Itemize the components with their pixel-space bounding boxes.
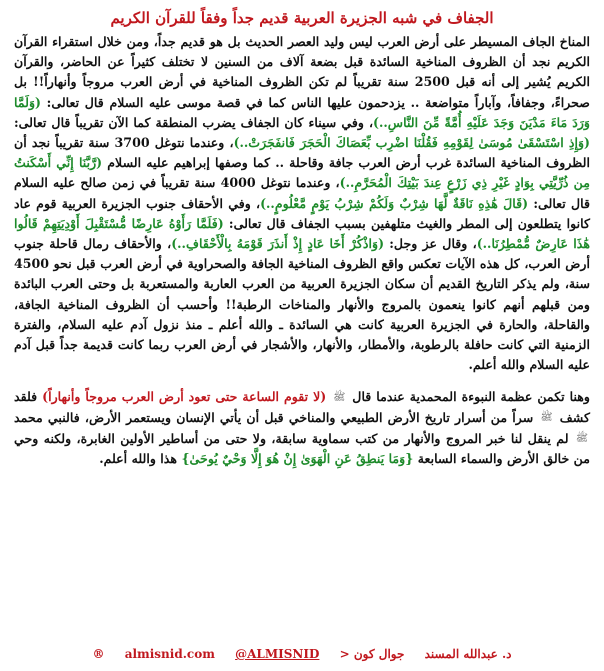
quran-verse-7: {وَمَا يَنطِقُ عَنِ الْهَوَىٰ إِنْ هُوَ إِلَّا وَحْيٌ يُوحَىٰ} [181, 451, 414, 467]
p2-text-d: لم ينقل لنا خبر المروج والأنهار من كتب سماوية سابقة، ولا حتى من أساطير الأولين الغابرة، ولكنه وحي من خالق الأرض والسماء السابعة [14, 430, 590, 467]
quran-verse-2: (وَإِذِ اسْتَسْقَىٰ مُوسَىٰ لِقَوْمِهِ فَقُلْنَا اضْرِب بِّعَصَاكَ الْحَجَرَ فَانفَجَرَتْ..) [233, 135, 590, 151]
quran-verse-3: (رَّبَّنَا إِنِّي أَسْكَنتُ مِن ذُرِّيَّتِي بِوَادٍ غَيْرِ ذِي زَرْعٍ عِندَ بَيْتِكَ الْمُحَرَّمِ..) [14, 155, 590, 191]
p1-text-d: ، وعندما نتوغل 4000 سنة تقريباً في زمن صالح عليه السلام قال تعالى: [14, 175, 590, 211]
mobile-label: جوال كون < [339, 647, 405, 661]
salawat-seal-icon: ﷺ [333, 391, 346, 403]
paragraph-2 [14, 387, 590, 469]
p2-text-c: سراً من أسرار تاريخ الأرض الطبيعي والمناخي قبل أن يأتي الإنسان ويستعمر الأرض، فالنبي محمد [14, 410, 539, 426]
quran-verse-5: (فَلَمَّا رَأَوْهُ عَارِضًا مُّسْتَقْبِلَ أَوْدِيَتِهِمْ قَالُوا هَٰذَا عَارِضٌ مُّمْطِرُنَا..) [14, 215, 591, 252]
p1-text-f: ، وقال عز وجل: [384, 236, 477, 252]
p1-text-e: ، وفي الأحقاف جنوب الجزيرة العربية قوم عاد كانوا يتطلعون إلى المطر والغيث متلهفين بسبب الجفاف قال تعالى: [14, 195, 590, 231]
quran-verse-6: (وَاذْكُرْ أَخَا عَادٍ إِذْ أَنذَرَ قَوْمَهُ بِالْأَحْقَافِ..) [171, 236, 385, 252]
p1-text-a: المناخ الجاف المسيطر على أرض العرب ليس وليد العصر الحديث بل هو قديم جداً، ومن خلال استقراء القرآن الكريم نجد أن الظروف المناخية السائدة قبل بضعة آلاف من السنين لا تختلف كثيراً عن الحاضر، والقرآن الكريم يُشير إلى أنه قبل 2500 سنة تقريباً لم تكن الظروف المناخية في أرض العرب مروجاً وأنهاراً!! بل صحراءً، وجفافاً، وآباراً متواضعة .. يزدحمون عليها الناس كما في قصة موسى عليه السلام قال تعالى: [14, 34, 591, 110]
salawat-seal-icon: ﷺ [575, 433, 588, 445]
registered-mark-icon: ® [92, 647, 105, 661]
p2-text-b: فلقد كشف [14, 389, 590, 426]
paragraph-1 [14, 32, 590, 375]
p1-text-c: ، وعندما نتوغل 3700 سنة تقريباً نجد أن الظروف المناخية السائدة غرب أرض العرب جافة وقاحلة .. كما وصفها إبراهيم عليه السلام [14, 135, 590, 171]
quran-verse-4: (قَالَ هَٰذِهِ نَاقَةٌ لَّهَا شِرْبٌ وَلَكُمْ شِرْبُ يَوْمٍ مَّعْلُومٍ..) [260, 195, 529, 211]
salawat-seal-icon: ﷺ [540, 412, 553, 424]
p1-text-b: ، وفي سيناء كان الجفاف يضرب المنطقة كما الآن تقريباً قال تعالى: [14, 114, 374, 130]
author-name: د. عبدالله المسند [424, 647, 512, 661]
paragraph-gap [14, 375, 590, 387]
quran-verse-1: (وَلَمَّا وَرَدَ مَاءَ مَدْيَنَ وَجَدَ عَلَيْهِ أُمَّةً مِّنَ النَّاسِ..) [14, 94, 590, 130]
p2-text-e: هذا والله أعلم. [99, 451, 182, 467]
hadith-quote: (لا تقوم الساعة حتى تعود أرض العرب مروجاً وأنهاراً) [42, 389, 327, 405]
footer [14, 647, 590, 661]
twitter-handle[interactable]: @ALMISNID [235, 647, 320, 661]
website-link[interactable]: almisnid.com [124, 647, 215, 661]
p1-text-g: ، والأحقاف رمال قاحلة جنوب أرض العرب، كل هذه الآيات تعكس واقع الظروف المناخية الجافة والصحراوية في أرض العرب قبل نحو 4500 سنة، ولم يذكر التاريخ القديم أن سكان الجزيرة العربية من العرب العاربة والمستعربة بل وحتى العرب البائدة ومن قبلهم أنهم كانوا ينعمون بالمروج والأنهار والمناخات الرطبة!! وأحسب أن الظروف المناخية الجافة، والقاحلة، والحارة في الجزيرة العربية كانت هي السائدة ـ والله أعلم ـ منذ نزول آدم عليه السلام، والفترة الزمنية التي كانت حافلة بالرطوبة، والأمطار، والأنهار، والأشجار في أرض العرب ربما كانت قديمة جداً قبل آدم عليه السلام والله أعلم. [14, 236, 590, 373]
p2-text-a: وهنا تكمن عظمة النبوءة المحمدية عندما قال [347, 389, 590, 405]
article-title: الجفاف في شبه الجزيرة العربية قديم جداً وفقاً للقرآن الكريم [110, 9, 494, 27]
